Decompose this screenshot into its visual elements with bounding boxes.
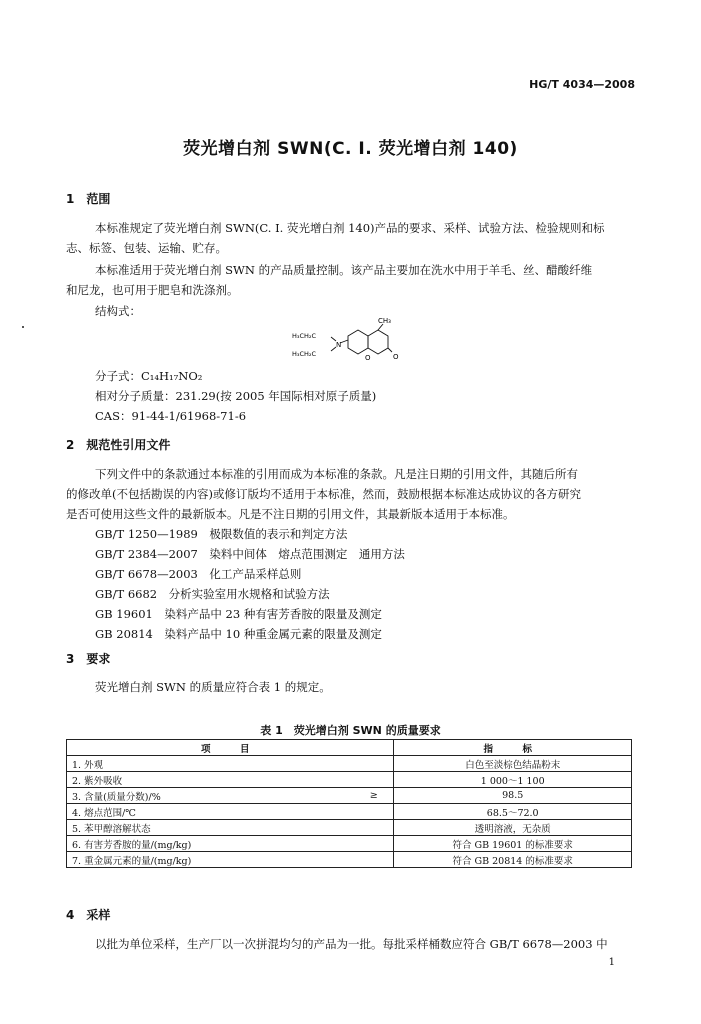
quality-requirements-table — [66, 739, 632, 868]
table-header-row — [67, 740, 632, 756]
table-row — [67, 852, 632, 868]
scan-speck — [22, 326, 24, 328]
table-row — [67, 820, 632, 836]
section-4-paragraph: 以批为单位采样，生产厂以一次拼混均匀的产品为一批。每批采样桶数应符合 GB/T 6678—2003 中 — [95, 937, 608, 951]
row-symbol — [354, 772, 394, 788]
row-symbol: ≥ — [354, 788, 394, 804]
reference-item: GB 19601 染料产品中 23 种有害芳香胺的限量及测定 — [95, 607, 382, 621]
row-item: 4. 熔点范围/℃ — [67, 804, 354, 820]
row-item: 6. 有害芳香胺的量/(mg/kg) — [67, 836, 354, 852]
section-2-heading: 2 规范性引用文件 — [66, 438, 171, 452]
header-spec: 指 标 — [394, 740, 632, 756]
section-3-paragraph: 荧光增白剂 SWN 的质量应符合表 1 的规定。 — [95, 680, 331, 694]
standard-number: HG/T 4034—2008 — [529, 78, 635, 91]
row-symbol — [354, 756, 394, 772]
row-item: 2. 紫外吸收 — [67, 772, 354, 788]
page-title: 荧光增白剂 SWN(C. I. 荧光增白剂 140) — [183, 139, 518, 159]
row-symbol — [354, 836, 394, 852]
struct-ethyl-2: H₃CH₂C — [292, 350, 317, 358]
section-1-paragraph-2-line-1: 本标准适用于荧光增白剂 SWN 的产品质量控制。该产品主要加在洗水中用于羊毛、丝、醋酸纤维 — [95, 263, 593, 277]
row-symbol — [354, 852, 394, 868]
row-item: 3. 含量(质量分数)/% — [67, 788, 354, 804]
reference-item: GB 20814 染料产品中 10 种重金属元素的限量及测定 — [95, 627, 382, 641]
structural-formula — [290, 312, 420, 366]
row-spec: 98.5 — [394, 788, 632, 804]
struct-ch3: CH₃ — [378, 317, 391, 325]
section-1-paragraph-2-line-2: 和尼龙，也可用于肥皂和洗涤剂。 — [66, 283, 239, 297]
table-row — [67, 836, 632, 852]
row-item: 7. 重金属元素的量/(mg/kg) — [67, 852, 354, 868]
molecular-formula: 分子式：C₁₄H₁₇NO₂ — [95, 369, 203, 383]
row-item: 1. 外观 — [67, 756, 354, 772]
row-symbol — [354, 804, 394, 820]
struct-o-ring: O — [365, 354, 371, 362]
section-1-heading: 1 范围 — [66, 192, 111, 206]
section-1-paragraph-1-line-1: 本标准规定了荧光增白剂 SWN(C. I. 荧光增白剂 140)产品的要求、采样、试验方法、检验规则和标 — [95, 221, 605, 235]
section-2-paragraph-line-3: 是否可使用这些文件的最新版本。凡是不注日期的引用文件，其最新版本适用于本标准。 — [66, 507, 515, 521]
struct-n: N — [336, 341, 342, 349]
reference-item: GB/T 1250—1989 极限数值的表示和判定方法 — [95, 527, 348, 541]
table-row — [67, 788, 632, 804]
cas-number: CAS：91-44-1/61968-71-6 — [95, 409, 247, 423]
reference-item: GB/T 6682 分析实验室用水规格和试验方法 — [95, 587, 330, 601]
struct-ethyl-1: H₃CH₂C — [292, 332, 317, 340]
section-2-paragraph-line-1: 下列文件中的条款通过本标准的引用而成为本标准的条款。凡是注日期的引用文件，其随后所有 — [95, 467, 578, 481]
struct-o-carbonyl: O — [393, 353, 399, 361]
table-row — [67, 772, 632, 788]
structure-label: 结构式： — [95, 304, 141, 318]
section-1-paragraph-1-line-2: 志、标签、包装、运输、贮存。 — [66, 241, 227, 255]
table-row — [67, 756, 632, 772]
reference-item: GB/T 2384—2007 染料中间体 熔点范围测定 通用方法 — [95, 547, 405, 561]
section-4-heading: 4 采样 — [66, 908, 111, 922]
reference-item: GB/T 6678—2003 化工产品采样总则 — [95, 567, 302, 581]
header-item: 项 目 — [67, 740, 394, 756]
row-spec: 白色至淡棕色结晶粉末 — [394, 756, 632, 772]
row-item: 5. 苯甲醇溶解状态 — [67, 820, 354, 836]
row-spec: 68.5～72.0 — [394, 804, 632, 820]
row-symbol — [354, 820, 394, 836]
section-2-paragraph-line-2: 的修改单(不包括勘误的内容)或修订版均不适用于本标准，然而，鼓励根据本标准达成协议的各方研究 — [66, 487, 581, 501]
molecular-weight: 相对分子质量：231.29(按 2005 年国际相对原子质量) — [95, 389, 377, 403]
table-row — [67, 804, 632, 820]
row-spec: 符合 GB 19601 的标准要求 — [394, 836, 632, 852]
row-spec: 符合 GB 20814 的标准要求 — [394, 852, 632, 868]
row-spec: 1 000～1 100 — [394, 772, 632, 788]
table-caption: 表 1 荧光增白剂 SWN 的质量要求 — [260, 724, 441, 737]
row-spec: 透明溶液，无杂质 — [394, 820, 632, 836]
section-3-heading: 3 要求 — [66, 652, 111, 666]
page-number: 1 — [608, 957, 615, 968]
